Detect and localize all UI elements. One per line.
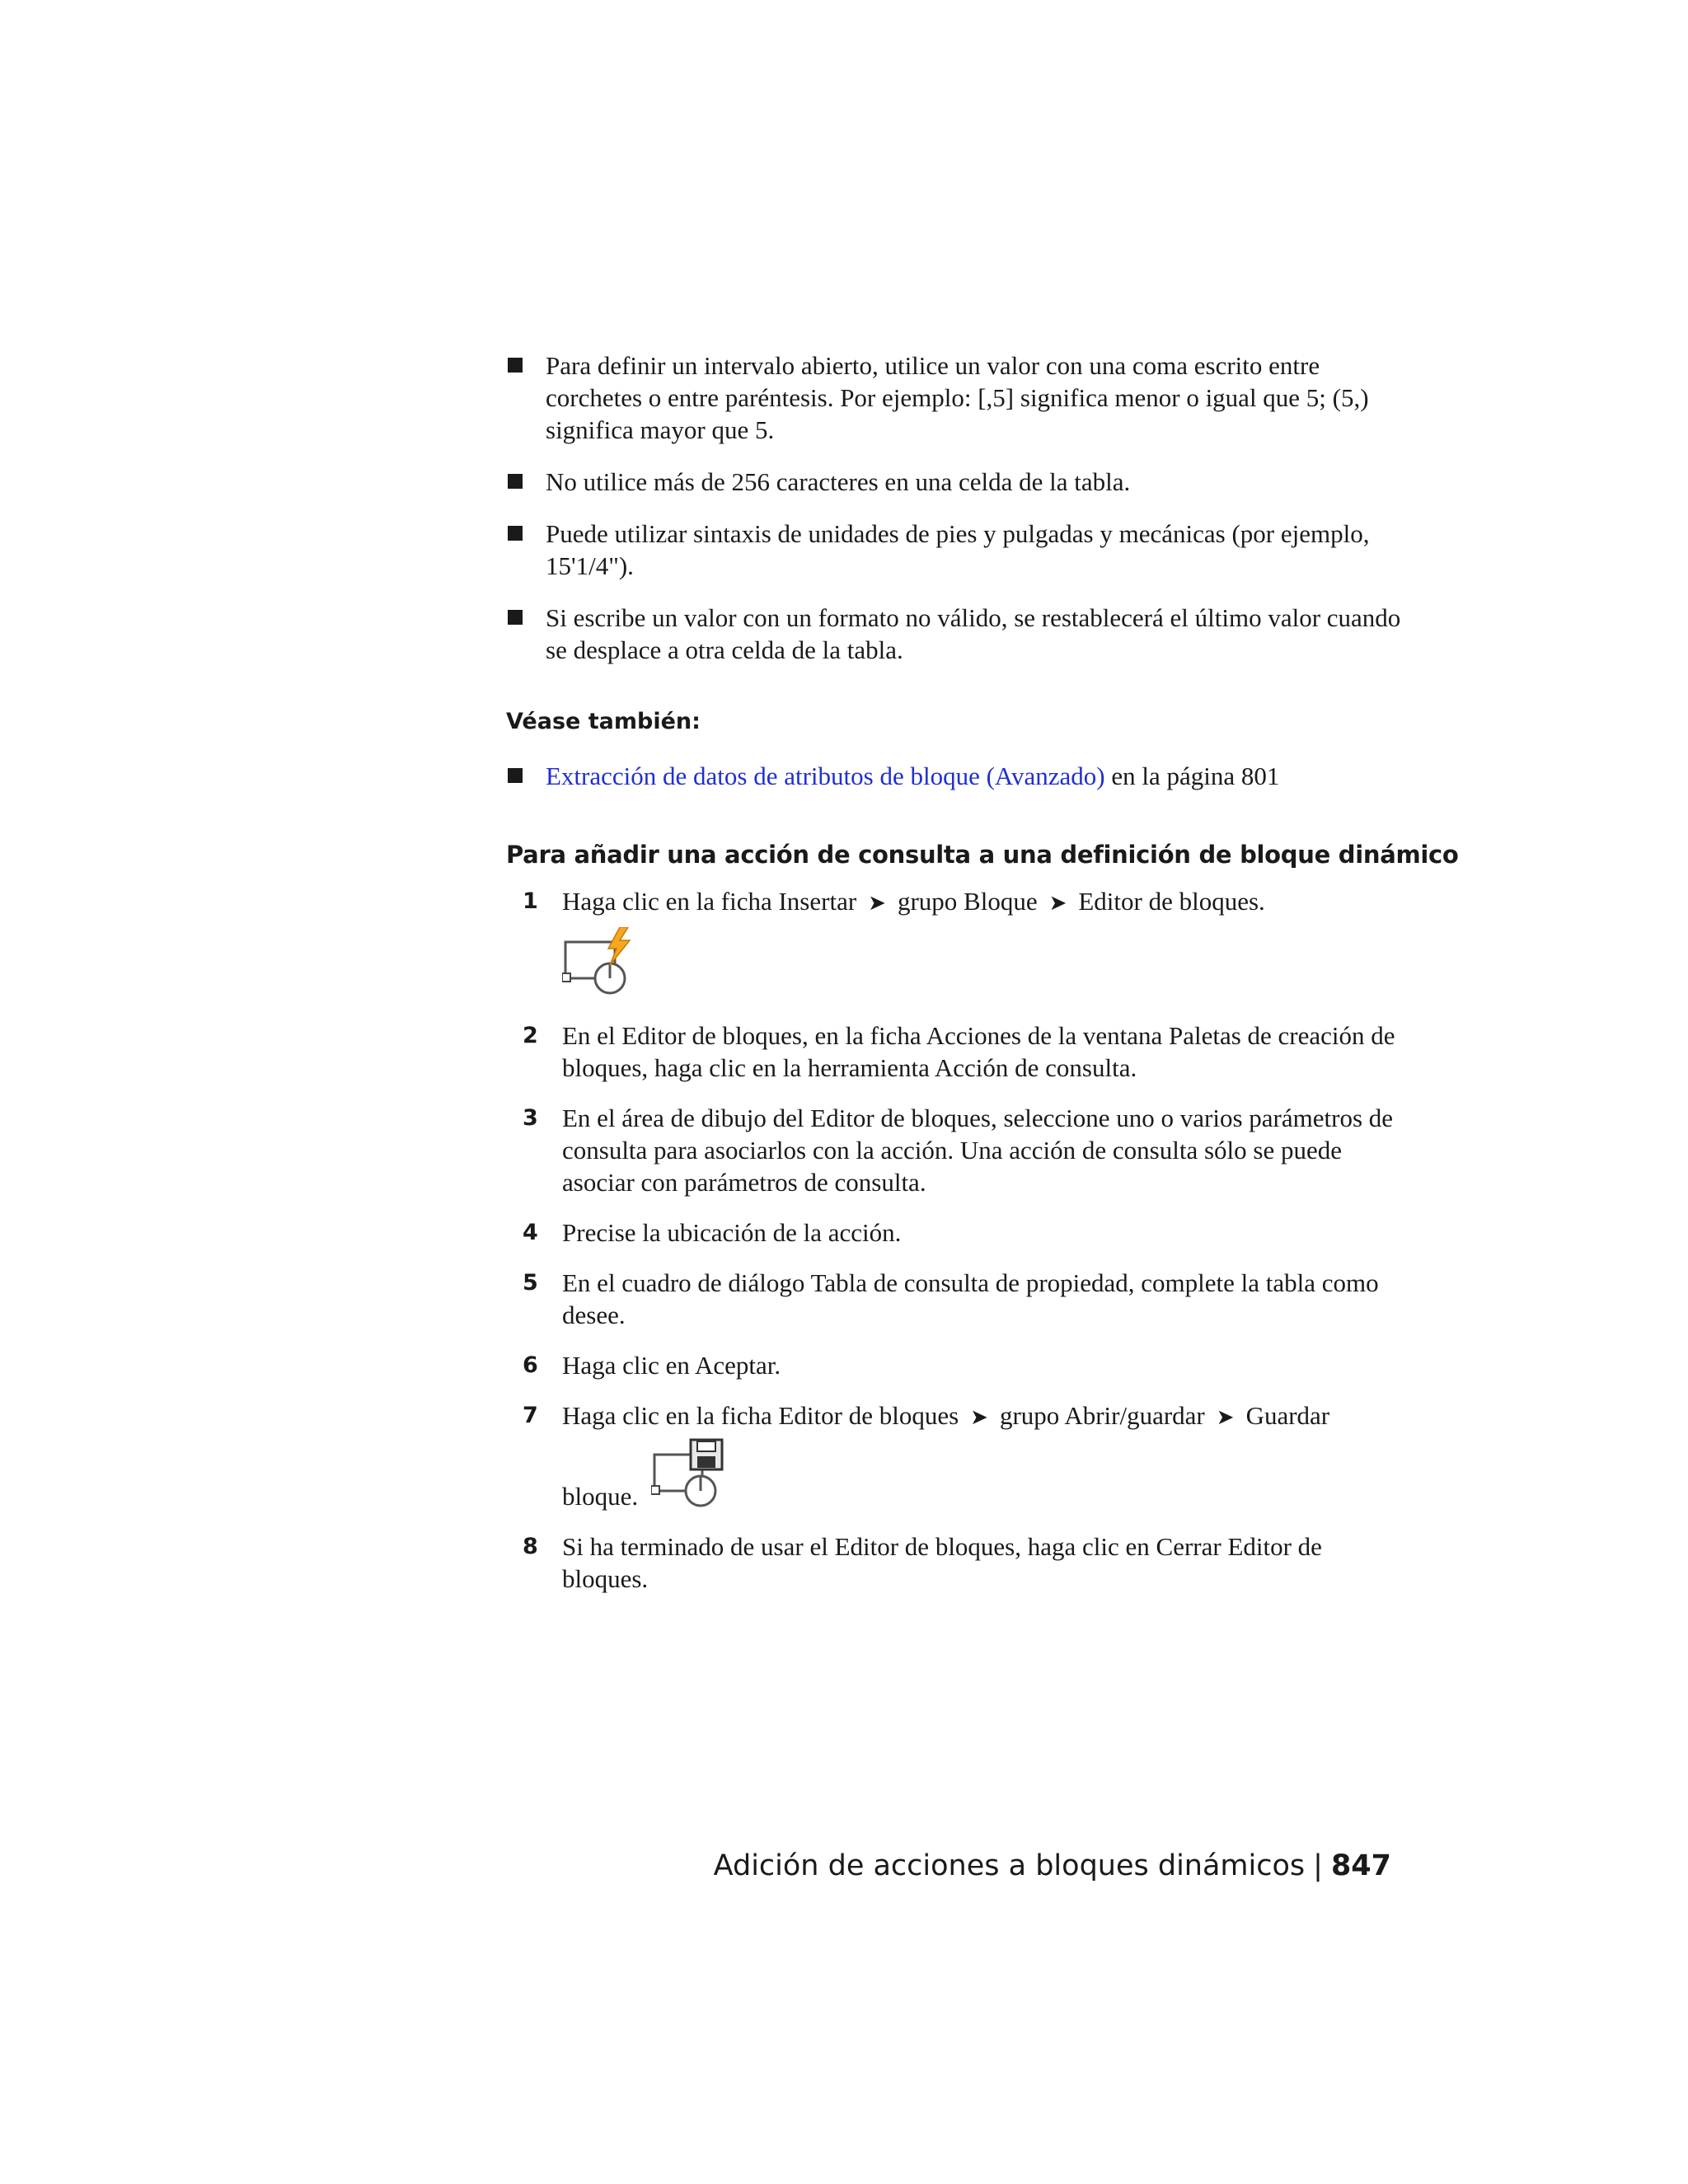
page-footer bbox=[714, 1849, 1391, 1882]
step-number: 2 bbox=[523, 1023, 538, 1048]
arrow-icon: ➤ bbox=[970, 1405, 988, 1429]
arrow-icon: ➤ bbox=[868, 891, 886, 915]
step-text: Haga clic en la ficha Editor de bloques bbox=[562, 1401, 959, 1430]
step-text: grupo Abrir/guardar bbox=[999, 1401, 1205, 1430]
bullet-square-icon bbox=[508, 768, 523, 783]
bullet-square-icon bbox=[508, 358, 523, 373]
block-editor-icon bbox=[562, 927, 645, 1001]
footer-separator: | bbox=[1313, 1849, 1323, 1882]
step-item bbox=[523, 1216, 1413, 1249]
procedure-heading: Para añadir una acción de consulta a una definición de bloque dinámico bbox=[506, 841, 1459, 869]
step-item bbox=[523, 1399, 1413, 1512]
bullet-text: No utilice más de 256 caracteres en una celda de la tabla. bbox=[546, 467, 1131, 496]
step-item bbox=[523, 1102, 1413, 1198]
step-number: 6 bbox=[523, 1352, 538, 1378]
step-text: Precise la ubicación de la acción. bbox=[562, 1218, 902, 1247]
step-number: 1 bbox=[523, 888, 538, 914]
see-also-item bbox=[506, 760, 1404, 792]
step-item bbox=[523, 1019, 1413, 1084]
step-text: En el Editor de bloques, en la ficha Acciones de la ventana Paletas de creación de bloques, haga clic en la herramienta Acción de consulta. bbox=[562, 1021, 1395, 1082]
step-number: 4 bbox=[523, 1220, 538, 1245]
step-text: En el área de dibujo del Editor de bloques, seleccione uno o varios parámetros de consulta para asociarlos con la acción. Una acción de consulta sólo se puede asociar con parámetros de consulta. bbox=[562, 1104, 1394, 1197]
bullet-square-icon bbox=[508, 610, 523, 625]
see-also-heading: Véase también: bbox=[506, 709, 701, 734]
procedure-steps bbox=[523, 885, 1413, 1613]
save-block-icon bbox=[651, 1438, 725, 1512]
step-number: 7 bbox=[523, 1403, 538, 1428]
bullet-square-icon bbox=[508, 474, 523, 489]
footer-title: Adición de acciones a bloques dinámicos bbox=[713, 1849, 1306, 1882]
step-text: En el cuadro de diálogo Tabla de consulta de propiedad, complete la tabla como desee. bbox=[562, 1268, 1379, 1329]
bullet-item bbox=[506, 518, 1404, 582]
bullet-item bbox=[506, 466, 1404, 498]
step-number: 8 bbox=[523, 1534, 538, 1559]
bullet-text: Si escribe un valor con un formato no válido, se restablecerá el último valor cuando se desplace a otra celda de la tabla. bbox=[546, 603, 1401, 664]
step-item bbox=[523, 1349, 1413, 1381]
page-number: 847 bbox=[1330, 1849, 1391, 1882]
arrow-icon: ➤ bbox=[1216, 1405, 1235, 1429]
bullet-item bbox=[506, 602, 1404, 666]
step-continuation bbox=[562, 1438, 1413, 1512]
step-text: Haga clic en Aceptar. bbox=[562, 1351, 781, 1380]
step-text: Haga clic en la ficha Insertar bbox=[562, 887, 857, 916]
step-item bbox=[523, 885, 1413, 1001]
bullet-item bbox=[506, 349, 1404, 446]
step-number: 3 bbox=[523, 1105, 538, 1131]
see-also-page-ref: en la página 801 bbox=[1104, 762, 1280, 790]
see-also-list bbox=[506, 760, 1404, 812]
notes-bullet-list bbox=[506, 349, 1404, 686]
step-item bbox=[523, 1267, 1413, 1331]
step-text: Si ha terminado de usar el Editor de bloques, haga clic en Cerrar Editor de bloques. bbox=[562, 1532, 1322, 1593]
bullet-text: Para definir un intervalo abierto, utilice un valor con una coma escrito entre corchetes o entre paréntesis. Por ejemplo: [,5] significa menor o igual que 5; (5,) significa mayor que 5. bbox=[546, 351, 1369, 444]
step-item bbox=[523, 1530, 1413, 1595]
step-number: 5 bbox=[523, 1270, 538, 1296]
step-text: bloque. bbox=[562, 1482, 639, 1511]
bullet-square-icon bbox=[508, 526, 523, 541]
arrow-icon: ➤ bbox=[1048, 891, 1067, 915]
step-text: Editor de bloques. bbox=[1078, 887, 1265, 916]
step-text: Guardar bbox=[1245, 1401, 1330, 1430]
see-also-link[interactable]: Extracción de datos de atributos de bloque (Avanzado) bbox=[546, 762, 1105, 790]
bullet-text: Puede utilizar sintaxis de unidades de pies y pulgadas y mecánicas (por ejemplo, 15'1/4"). bbox=[546, 519, 1370, 580]
step-text: grupo Bloque bbox=[897, 887, 1038, 916]
